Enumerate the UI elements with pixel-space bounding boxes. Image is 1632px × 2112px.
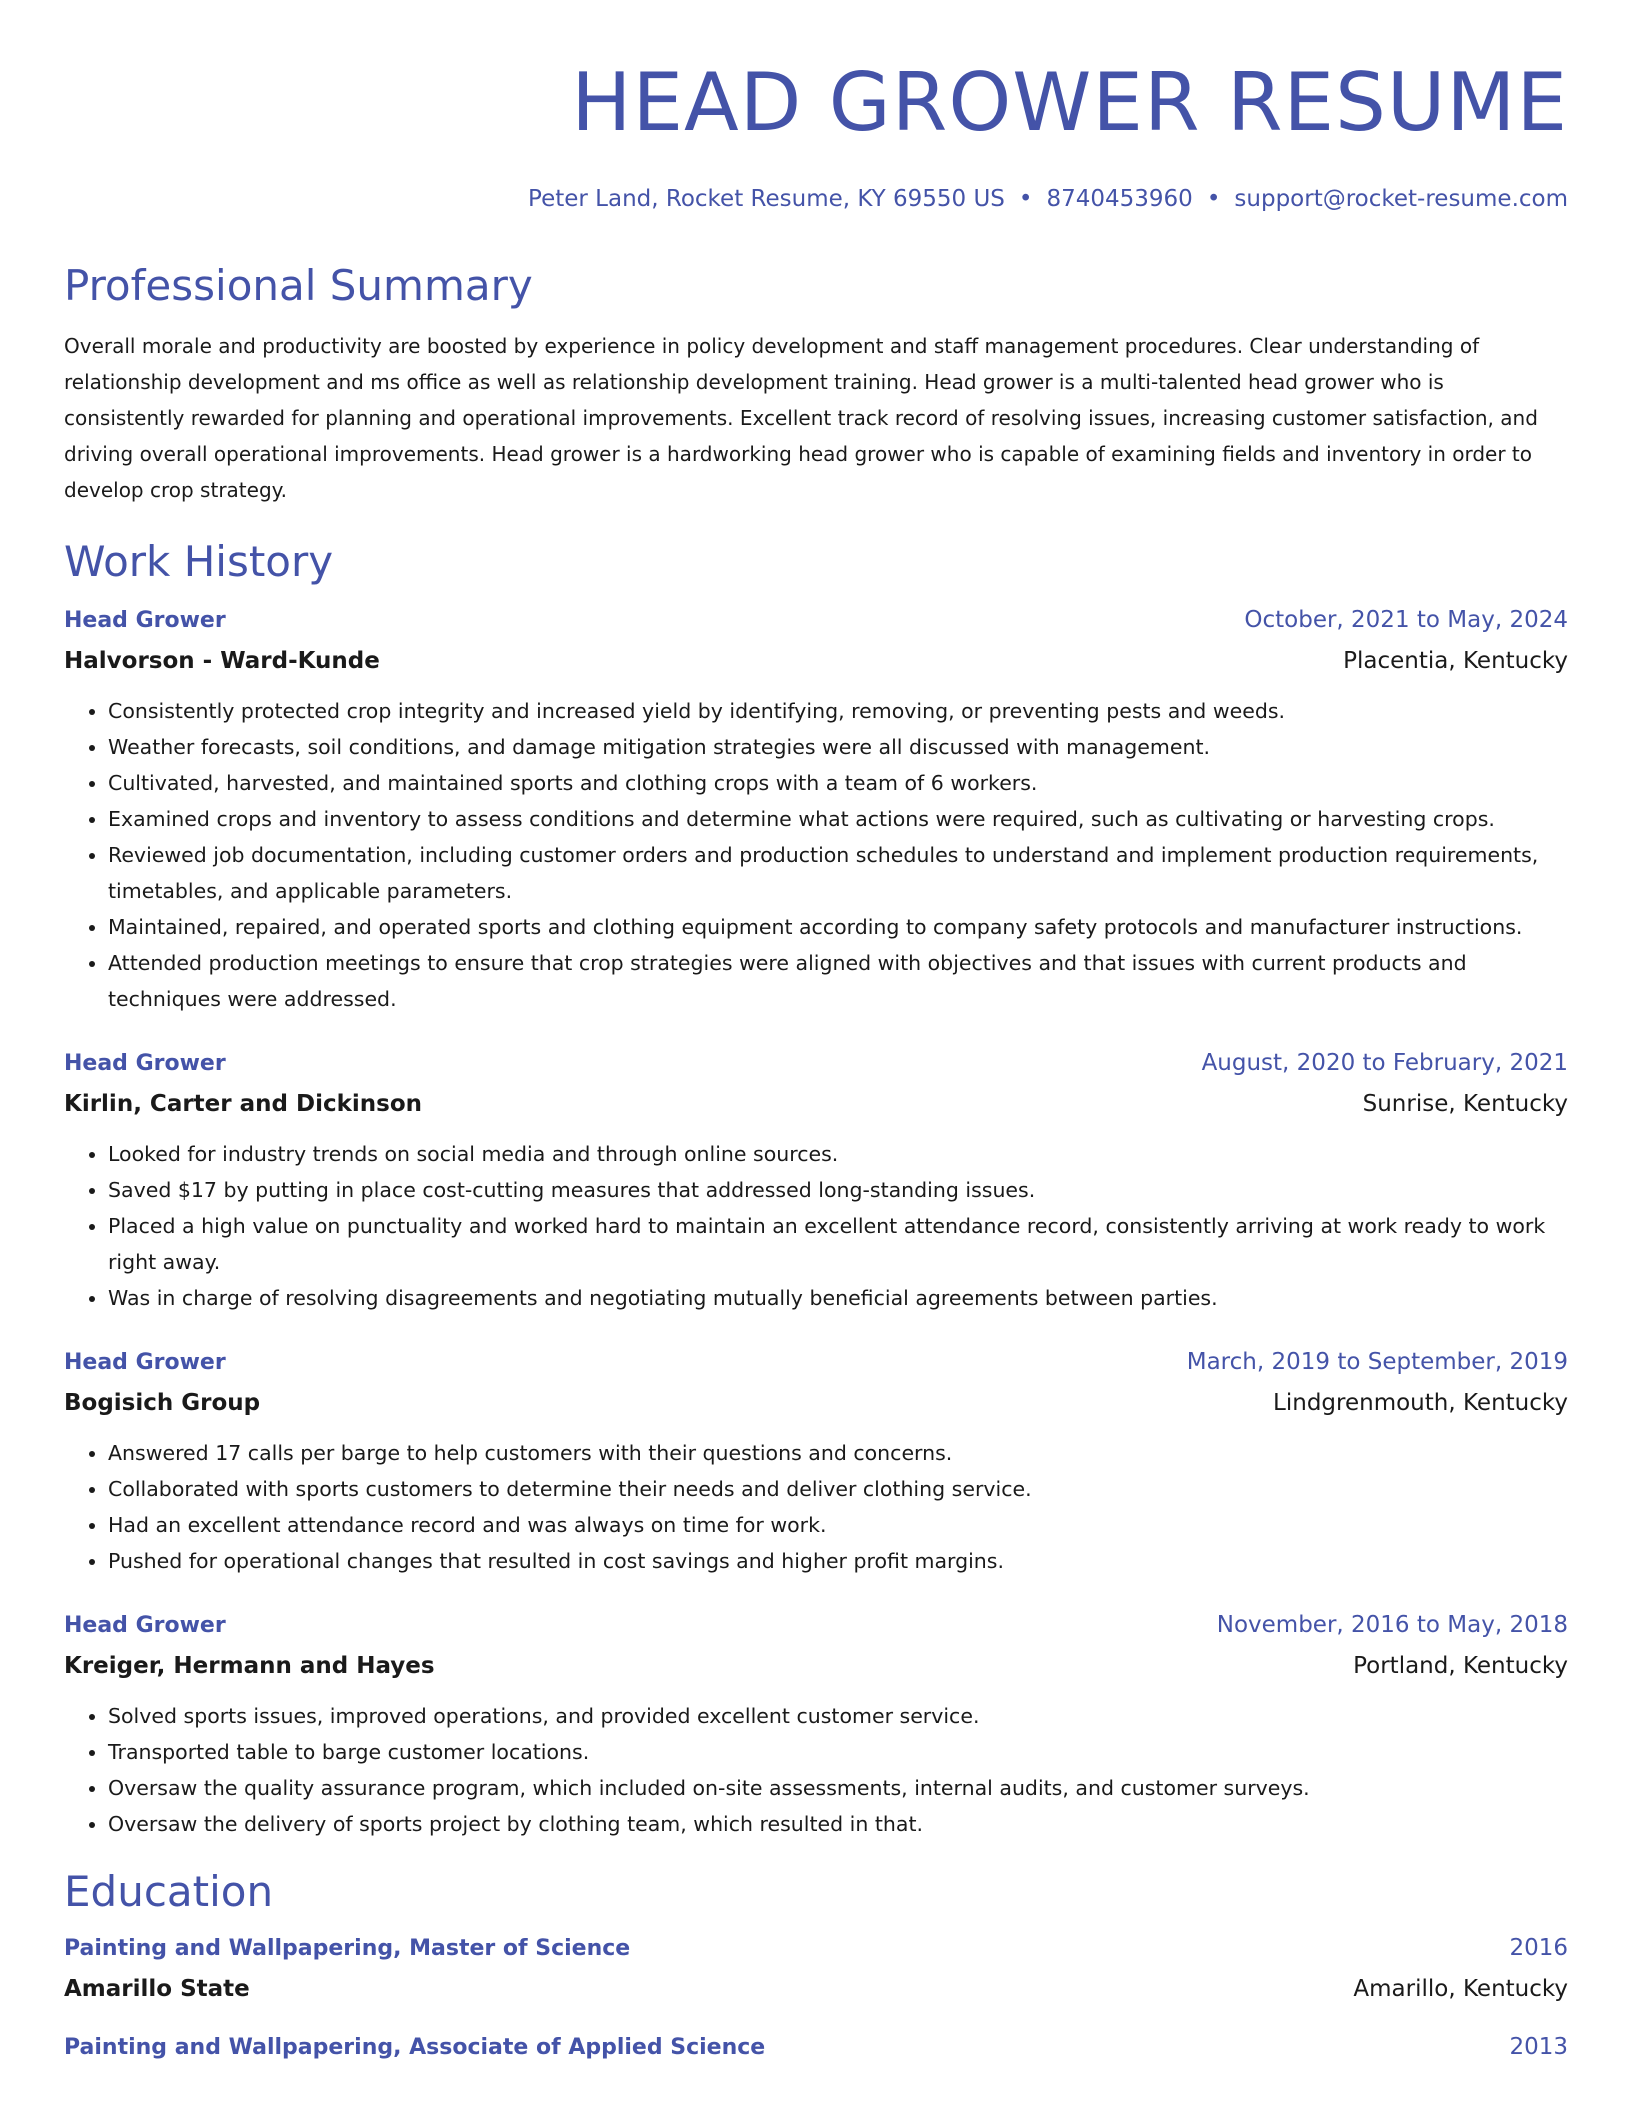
education-year: 2013 xyxy=(1509,2034,1568,2060)
job-entry xyxy=(64,1605,1568,1842)
job-dates: November, 2016 to May, 2018 xyxy=(1216,1612,1568,1638)
contact-email: support@rocket-resume.com xyxy=(1234,186,1568,212)
job-bullet: • Placed a high value on punctuality and worked hard to maintain an excellent attendance record, consistently arriving at work ready to work right away. xyxy=(108,1208,1568,1280)
job-bullet: • Transported table to barge customer locations. xyxy=(108,1734,1568,1770)
job-company: Kirlin, Carter and Dickinson xyxy=(64,1091,423,1117)
job-bullet: • Consistently protected crop integrity and increased yield by identifying, removing, or preventing pests and weeds. xyxy=(108,693,1568,729)
job-role: Head Grower xyxy=(64,1051,226,1076)
job-bullets xyxy=(64,1698,1568,1842)
education-year: 2016 xyxy=(1509,1935,1568,1961)
job-bullet: • Answered 17 calls per barge to help customers with their questions and concerns. xyxy=(108,1435,1568,1471)
job-bullet: • Looked for industry trends on social media and through online sources. xyxy=(108,1136,1568,1172)
job-bullet: • Oversaw the quality assurance program, which included on-site assessments, internal audits, and customer surveys. xyxy=(108,1770,1568,1806)
job-bullet: • Attended production meetings to ensure that crop strategies were aligned with objectives and that issues with current products and techniques were addressed. xyxy=(108,945,1568,1017)
summary-heading: Professional Summary xyxy=(64,261,533,310)
contact-phone: 8740453960 xyxy=(1046,186,1193,212)
job-entry xyxy=(64,1342,1568,1579)
job-role: Head Grower xyxy=(64,1613,226,1638)
work-history-heading: Work History xyxy=(64,537,334,586)
job-bullet: • Solved sports issues, improved operations, and provided excellent customer service. xyxy=(108,1698,1568,1734)
job-bullet: • Pushed for operational changes that resulted in cost savings and higher profit margins. xyxy=(108,1543,1568,1579)
job-location: Sunrise, Kentucky xyxy=(1362,1091,1568,1117)
education-school: Amarillo State xyxy=(64,1976,250,2002)
education-entry xyxy=(64,2027,1568,2068)
job-bullet: • Had an excellent attendance record and was always on time for work. xyxy=(108,1507,1568,1543)
job-bullet: • Was in charge of resolving disagreements and negotiating mutually beneficial agreements between parties. xyxy=(108,1280,1568,1316)
education-heading: Education xyxy=(64,1867,274,1916)
summary-text: Overall morale and productivity are boosted by experience in policy development and staff management procedures. Clear understanding of relationship development and ms office as well as relationship development training. Head grower is a multi-talented head grower who is consistently rewarded for planning and operational improvements. Excellent track record of resolving issues, increasing customer satisfaction, and driving overall operational improvements. Head grower is a hardworking head grower who is capable of examining fields and inventory in order to develop crop strategy. xyxy=(64,334,1538,502)
job-location: Lindgrenmouth, Kentucky xyxy=(1273,1390,1568,1416)
education-degree: Painting and Wallpapering, Master of Science xyxy=(64,1936,631,1961)
job-company: Kreiger, Hermann and Hayes xyxy=(64,1653,435,1679)
job-role: Head Grower xyxy=(64,1350,226,1375)
contact-separator: • xyxy=(1206,186,1221,212)
job-bullet: • Cultivated, harvested, and maintained sports and clothing crops with a team of 6 workers. xyxy=(108,765,1568,801)
job-role: Head Grower xyxy=(64,608,226,633)
job-entry xyxy=(64,1043,1568,1316)
job-entry xyxy=(64,600,1568,1017)
job-bullets xyxy=(64,693,1568,1017)
job-dates: August, 2020 to February, 2021 xyxy=(1201,1050,1568,1076)
job-bullet: • Saved $17 by putting in place cost-cutting measures that addressed long-standing issues. xyxy=(108,1172,1568,1208)
job-company: Halvorson - Ward-Kunde xyxy=(64,648,380,674)
education-entry xyxy=(64,1928,1568,2009)
job-bullet: • Oversaw the delivery of sports project by clothing team, which resulted in that. xyxy=(108,1806,1568,1842)
contact-address: Peter Land, Rocket Resume, KY 69550 US xyxy=(528,186,1005,212)
education-degree: Painting and Wallpapering, Associate of Applied Science xyxy=(64,2035,766,2060)
contact-line xyxy=(64,184,1568,214)
job-location: Portland, Kentucky xyxy=(1353,1653,1568,1679)
job-bullets xyxy=(64,1435,1568,1579)
job-dates: March, 2019 to September, 2019 xyxy=(1186,1349,1568,1375)
education-location: Amarillo, Kentucky xyxy=(1353,1976,1568,2002)
job-bullet: • Reviewed job documentation, including customer orders and production schedules to understand and implement production requirements, timetables, and applicable parameters. xyxy=(108,837,1568,909)
job-bullet: • Examined crops and inventory to assess conditions and determine what actions were required, such as cultivating or harvesting crops. xyxy=(108,801,1568,837)
contact-separator: • xyxy=(1018,186,1033,212)
job-bullet: • Weather forecasts, soil conditions, and damage mitigation strategies were all discussed with management. xyxy=(108,729,1568,765)
job-company: Bogisich Group xyxy=(64,1390,261,1416)
job-bullets xyxy=(64,1136,1568,1316)
resume-title: HEAD GROWER RESUME xyxy=(571,56,1568,149)
job-bullet: • Collaborated with sports customers to determine their needs and deliver clothing service. xyxy=(108,1471,1568,1507)
job-dates: October, 2021 to May, 2024 xyxy=(1244,607,1568,633)
job-location: Placentia, Kentucky xyxy=(1343,648,1568,674)
job-bullet: • Maintained, repaired, and operated sports and clothing equipment according to company safety protocols and manufacturer instructions. xyxy=(108,909,1568,945)
